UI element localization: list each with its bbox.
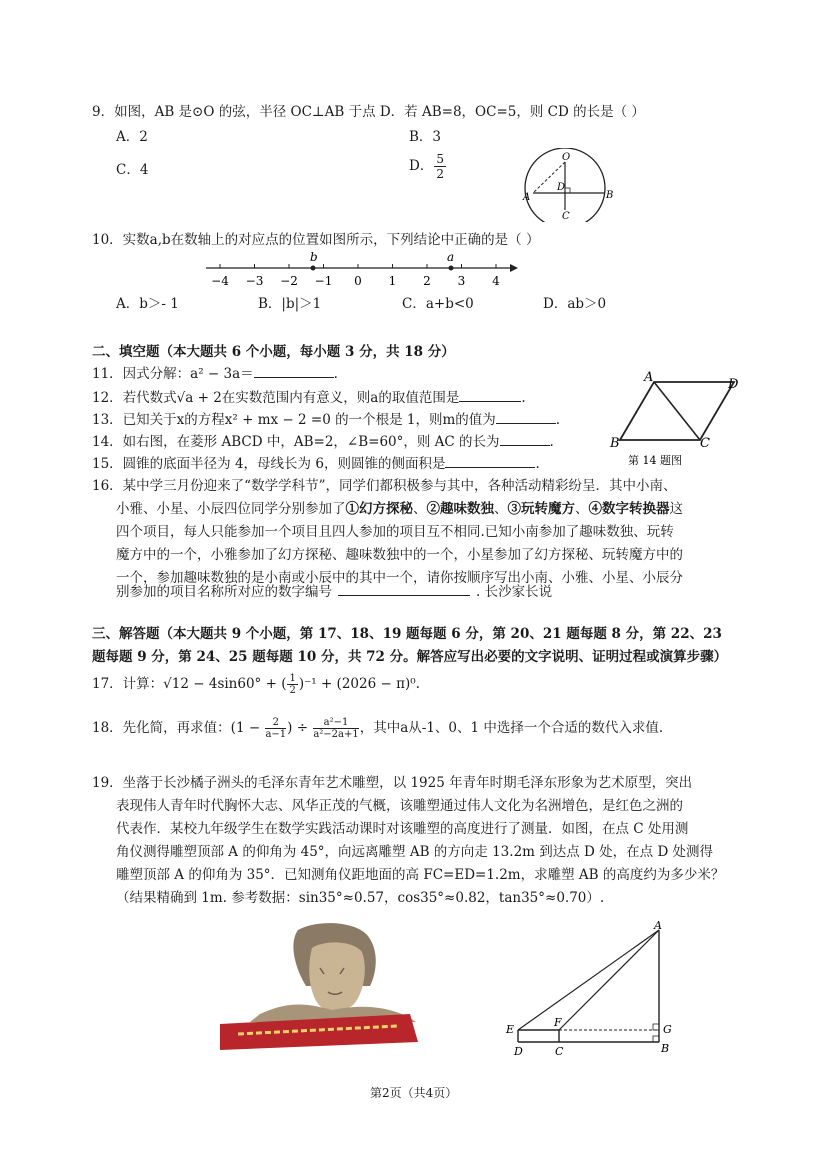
q9-option-a: A．2 [116,129,148,145]
label-d: D [728,377,739,392]
q16-line-1: 16．某中学三月份迎来了“数学学科节”，同学们都积极参与其中，各种活动精彩纷呈．其中小南、 [92,478,677,494]
right-angle-g [653,1024,659,1030]
q17: 17．计算：√12 − 4sin60° + ( $\frac{1}{2}$ )⁻¹ + (2026 − π)⁰. [92,673,420,696]
label-c: C [562,211,570,222]
label-a: A [644,370,654,385]
label-a: A [654,919,662,932]
q16-line-2: 小雅、小星、小辰四位同学分别参加了①幻方探秘、②趣味数独、③玩转魔方、④数字转换器这 [116,501,683,517]
point-a-dot [449,266,454,271]
tick-label: −4 [211,274,229,288]
label-b: B [610,436,620,451]
section-2-title: 二、填空题（本大题共 6 个小题，每小题 3 分，共 18 分） [92,344,455,360]
q9-stem: 9．如图，AB 是⊙O 的弦，半径 OC⊥AB 于点 D．若 AB=8，OC=5，则 CD 的长是（ ） [92,104,645,120]
page-footer: 第2页（共4页） [370,1086,458,1100]
section-3-title-line-2: 题每题 9 分，第 24、25 题每题 10 分，共 72 分。解答应写出必要的文字说明、证明过程或演算步骤） [92,649,728,665]
label-d: D [514,1045,523,1058]
sightline-fa [559,930,659,1030]
q19-figure [502,918,682,1058]
tick-label: 3 [457,274,466,288]
q9-circle-figure [518,148,618,222]
q16-line-5: 一个，参加趣味数独的是小南或小辰中的其中一个，请你按顺序写出小南、小雅、小星、小辰分 [116,570,683,586]
label-e: E [506,1023,515,1036]
q10-option-b: B．|b|＞1 [258,296,322,312]
q10-option-c: C．a+b<0 [402,296,474,312]
q10-option-d: D．ab＞0 [543,296,607,312]
point-b-dot [311,266,316,271]
q16-line-4: 魔方中的一个，小雅参加了幻方探秘、趣味数独中的一个，小星参加了幻方探秘、玩转魔方中的 [116,547,683,563]
q10-stem: 10．实数a,b在数轴上的对应点的位置如图所示，下列结论中正确的是（ ） [92,232,540,248]
section-3-title-line-1: 三、解答题（本大题共 9 个小题，第 17、18、19 题每题 6 分，第 20、21 题每题 8 分，第 22、23 [92,626,722,642]
tick-label: −2 [280,274,298,288]
q15: 15．圆锥的底面半径为 4，母线长为 6，则圆锥的侧面积是 . [92,456,540,472]
label-g: G [663,1023,672,1036]
label-f: F [554,1016,562,1029]
point-a-label: a [447,250,455,264]
q10-number-line [200,250,525,290]
q9-option-d: D． $\frac{5}{2}$ [409,152,444,181]
label-a: A [523,192,531,203]
q19-line-5: 雕塑顶部 A 的仰角为 35°．已知测角仪距地面的高 FC=ED=1.2m，求雕塑 AB 的高度约为多少米？ [116,867,725,883]
tick-label: −1 [314,274,333,288]
q13: 13．已知关于x的方程x² + mx − 2 =0 的一个根是 1，则m的值为 . [92,412,561,428]
sightline-ea [518,930,659,1030]
q10-option-a: A．b＞- 1 [116,296,179,312]
figure-caption: 第 14 题图 [628,454,682,467]
q19-line-1: 19．坐落于长沙橘子洲头的毛泽东青年艺术雕塑，以 1925 年青年时期毛泽东形象为艺术原型，突出 [92,775,693,791]
label-c: C [700,436,710,451]
q11: 11．因式分解：a² − 3a＝ . [92,366,338,382]
q14: 14．如右图，在菱形 ABCD 中，AB=2，∠B=60°，则 AC 的长为 . [92,434,554,450]
label-b: B [661,1042,670,1055]
tick-label: −3 [245,274,264,288]
q9-option-b: B．3 [409,129,442,145]
label-c: C [555,1045,564,1058]
sculpture-photo [220,922,428,1052]
q16-line-6: 别参加的项目名称所对应的数字编号 . 长沙家长说 [116,584,553,600]
tick-label: 1 [388,274,397,288]
label-b: B [606,190,614,201]
diagonal-ac [654,382,700,440]
q12: 12．若代数式√a + 2在实数范围内有意义，则a的取值范围是 . [92,390,526,406]
label-o: O [562,152,571,163]
point-b-label: b [310,250,318,264]
q19-line-6: （结果精确到 1m. 参考数据：sin35°≈0.57，cos35°≈0.82，tan35°≈0.70）. [116,890,605,906]
axis-arrow-icon [510,264,518,272]
q19-line-2: 表现伟人青年时代胸怀大志、风华正茂的气概，该雕塑通过伟人文化为名洲增色，是红色之洲的 [116,798,683,814]
tick-label: 4 [492,274,500,288]
tick-label: 0 [354,274,362,288]
q19-line-3: 代表作．某校九年级学生在数学实践活动课时对该雕塑的高度进行了测量．如图，在点 C 处用测 [116,821,689,837]
q19-line-4: 角仪测得雕塑顶部 A 的仰角为 45°，向远离雕塑 AB 的方向走 13.2m 到达点 D 处，在点 D 处测得 [116,844,714,860]
q14-rhombus-figure [604,368,774,468]
label-d: D [557,182,566,193]
q16-line-3: 四个项目，每人只能参加一个项目且四人参加的项目互不相同.已知小南参加了趣味数独、玩转 [116,524,674,540]
tick-label: 2 [423,274,431,288]
right-angle-b [653,1036,659,1042]
q18: 18．先化简，再求值：(1 − $\frac{2}{a-1}$ ) ÷ $\frac{\text{a²−1}}{\text{a²−2a+1}}$ ，其中a从-1、0、1 中选择一个合适的数代入求值. [92,717,664,740]
q9-option-c: C．4 [116,162,149,178]
right-angle-mark [565,188,570,193]
